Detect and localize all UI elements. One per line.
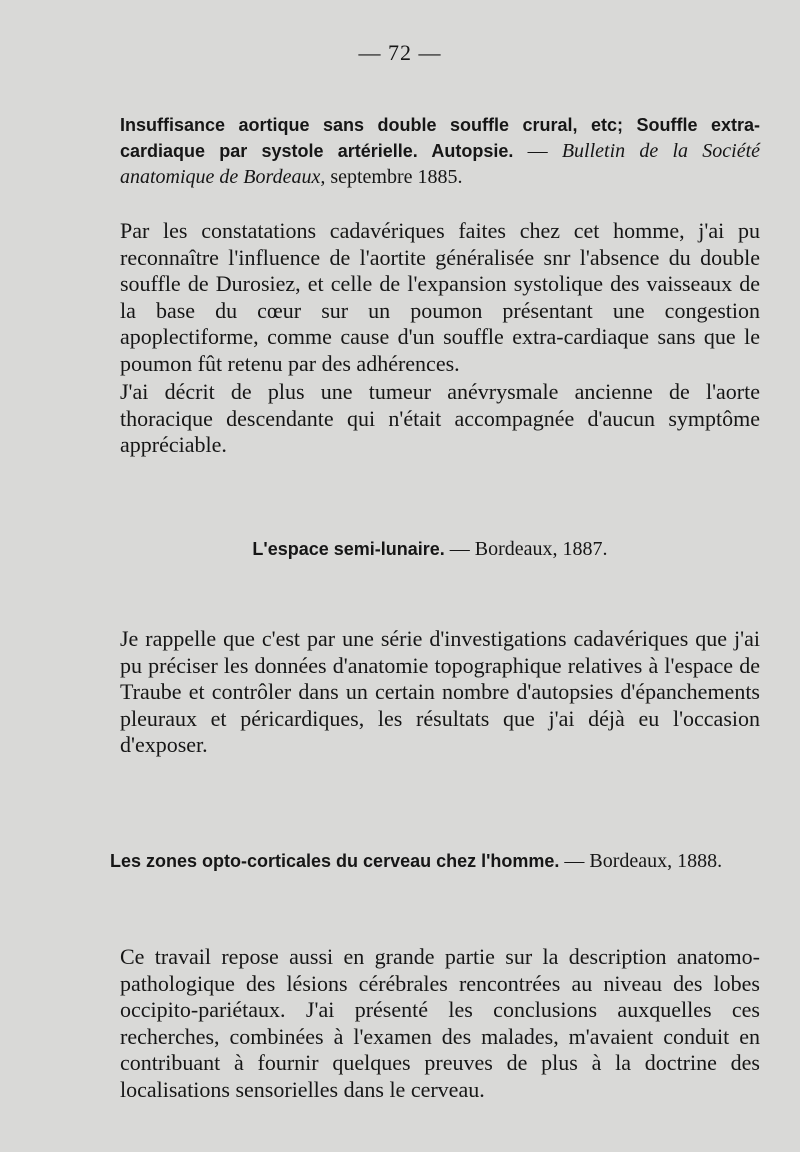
section-heading-espace-semi-lunaire	[100, 538, 760, 561]
page-number: — 72 —	[358, 40, 442, 65]
body-text-block-2	[120, 626, 760, 759]
section-date: septembre 1885.	[325, 166, 463, 188]
section-title: Les zones opto-corticales du cerveau chez l'homme.	[110, 851, 560, 871]
body-text-block-3	[120, 944, 760, 1103]
paragraph: Je rappelle que c'est par une série d'investigations cadavériques que j'ai pu préciser les données d'anatomie topographique relatives à l'espace de Traube et contrôler dans un certain nombre d'autopsies d'épanchements pleuraux et péricardiques, les résultats que j'ai déjà eu l'occasion d'exposer.	[120, 626, 760, 757]
section-source: Bulletin de la Société anatomique de Bordeaux,	[120, 140, 761, 188]
section-title: L'espace semi-lunaire.	[252, 539, 445, 559]
body-text-block-1	[120, 218, 760, 459]
paragraph: Ce travail repose aussi en grande partie sur la description anatomo-pathologique des lésions cérébrales rencontrées au niveau des lobes occipito-pariétaux. J'ai présenté les conclusions auxquelles ces recherches, combinées à l'examen des malades, m'avaient conduit en contribuant à fournir quelques preuves de plus à la doctrine des localisations sensorielles dans le cerveau.	[120, 944, 760, 1102]
section-dash: —	[513, 140, 562, 162]
paragraph: Par les constatations cadavériques faites chez cet homme, j'ai pu reconnaître l'influence de l'aortite généralisée snr l'absence du double souffle de Durosiez, et celle de l'expansion systolique des vaisseaux de la base du cœur sur un poumon présentant une congestion apoplectiforme, comme cause d'un souffle extra-cardiaque sans que le poumon fût retenu par des adhérences.	[120, 218, 760, 376]
section-source: — Bordeaux, 1887.	[444, 538, 608, 560]
paragraph: J'ai décrit de plus une tumeur anévrysmale ancienne de l'aorte thoracique descendante qui n'était accompagnée d'aucun symptôme appréciable.	[120, 379, 760, 457]
section-title: Insuffisance aortique sans double souffle crural, etc; Souffle extra-cardiaque par systole artérielle. Autopsie.	[120, 115, 760, 161]
section-source: — Bordeaux, 1888.	[559, 850, 723, 872]
section-heading-insuffisance-aortique	[120, 112, 760, 190]
section-heading-zones-opto-corticales	[110, 850, 760, 873]
